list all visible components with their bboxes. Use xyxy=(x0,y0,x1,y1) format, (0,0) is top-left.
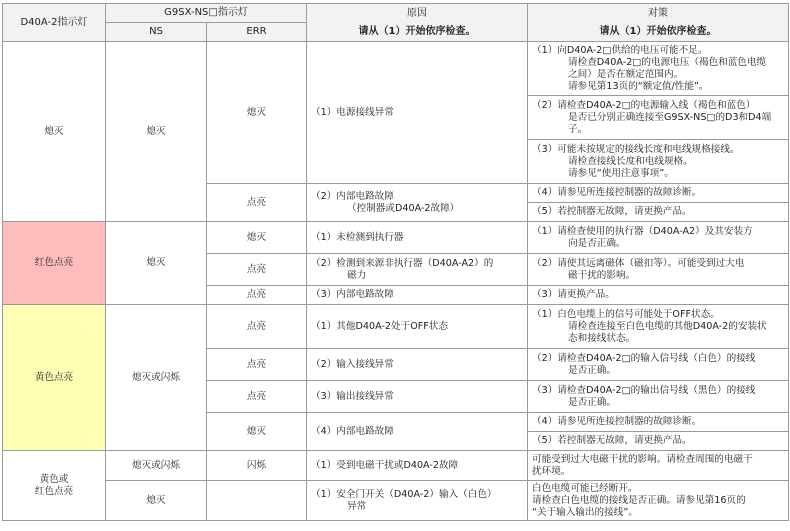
s1-d40a-state: 熄灭 xyxy=(3,42,106,222)
s3-r1-m-line-2: 请检查连接至白色电缆的其他D40A-2的安装状 xyxy=(568,320,767,332)
header-measure xyxy=(528,4,789,42)
s4-d40a-line-2: 红色点亮 xyxy=(34,485,74,497)
header-cause-hint: 请从（1）开始依序检查。 xyxy=(358,25,476,37)
s4-d40a-line-1: 黄色或 xyxy=(39,473,69,485)
s4-r2-m-line-2: 请检查白色电缆的接线是否正确。请参见第16页的 xyxy=(532,494,746,506)
header-measure-title: 对策 xyxy=(648,7,669,19)
header-cause xyxy=(307,4,528,42)
s2-r1-measure xyxy=(528,222,789,254)
s3-r3-m-line-1: （3）请检查D40A-2□的输出信号线（黑色）的接线 xyxy=(532,384,756,396)
s1-m1-line-2: 请检查D40A-2□的电源电压（褐色和蓝色电缆 xyxy=(568,56,767,68)
s3-r2-measure xyxy=(528,349,789,381)
s2-ns-state: 熄灭 xyxy=(106,222,207,305)
s1-cause-b xyxy=(307,184,528,222)
s1-measure-4: （4）请参见所连接控制器的故障诊断。 xyxy=(528,184,789,203)
s2-r1-err: 熄灭 xyxy=(207,222,307,254)
s3-r1-cause: （1）其他D40A-2处于OFF状态 xyxy=(307,305,528,349)
header-ns: NS xyxy=(106,23,207,42)
s1-measure-1 xyxy=(528,42,789,96)
s3-r2-m-line-2: 是否正确。 xyxy=(568,364,616,376)
header-cause-title: 原因 xyxy=(407,7,428,19)
s4-d40a-state xyxy=(3,451,106,521)
s1-m3-line-3: 请参见“使用注意事项”。 xyxy=(568,167,674,179)
s2-r2-m-line-1: （2）请使其远离磁体（磁扣等）。可能受到过大电 xyxy=(532,257,745,269)
s1-err-state-a: 熄灭 xyxy=(207,42,307,184)
header-measure-hint: 请从（1）开始依序检查。 xyxy=(599,25,717,37)
s1-measure-3 xyxy=(528,140,789,184)
troubleshooting-table xyxy=(2,3,789,521)
s4-r2-cause xyxy=(307,481,528,521)
s3-r4-cause: （4）内部电路故障 xyxy=(307,413,528,451)
s3-r3-measure xyxy=(528,381,789,413)
s4-r2-err xyxy=(207,481,307,521)
s2-r3-cause: （3）内部电路故障 xyxy=(307,286,528,305)
s4-r1-ns: 熄灭或闪烁 xyxy=(106,451,207,481)
s4-r1-cause: （1）受到电磁干扰或D40A-2故障 xyxy=(307,451,528,481)
s3-r1-m-line-3: 态和接线状态。 xyxy=(568,332,636,344)
s3-r1-measure xyxy=(528,305,789,349)
s1-measure-2 xyxy=(528,96,789,140)
s3-r4-err: 熄灭 xyxy=(207,413,307,451)
s4-r1-measure xyxy=(528,451,789,481)
s2-r2-m-line-2: 磁干扰的影响。 xyxy=(568,269,636,281)
s2-r1-cause: （1）未检测到执行器 xyxy=(307,222,528,254)
s4-r1-m-line-1: 可能受到过大电磁干扰的影响。请检查周围的电磁干 xyxy=(532,453,753,465)
s2-r2-cause xyxy=(307,254,528,286)
s3-r1-m-line-1: （1）白色电缆上的信号可能处于OFF状态。 xyxy=(532,308,720,320)
s1-m2-line-1: （2）请检查D40A-2□的电源输入线（褐色和蓝色） xyxy=(532,99,756,111)
s3-r4-measure-4: （4）请参见所连接控制器的故障诊断。 xyxy=(528,413,789,432)
s1-m1-line-3: 之间）是否在额定范围内。 xyxy=(568,68,684,80)
s4-r2-m-line-1: 白色电缆可能已经断开。 xyxy=(532,482,638,494)
s1-m3-line-1: （3）可能未按规定的接线长度和电线规格接线。 xyxy=(532,143,740,155)
s3-d40a-state: 黄色点亮 xyxy=(3,305,106,451)
s2-r1-m-line-2: 向是否正确。 xyxy=(568,237,626,249)
header-d40a: D40A-2指示灯 xyxy=(3,4,106,42)
s2-r2-err: 点亮 xyxy=(207,254,307,286)
s1-m2-line-3: 子。 xyxy=(568,123,588,135)
s2-r1-m-line-1: （1）请检查使用的执行器（D40A-A2）及其安装方 xyxy=(532,225,753,237)
s1-measure-5: （5）若控制器无故障，请更换产品。 xyxy=(528,203,789,222)
s2-d40a-state: 红色点亮 xyxy=(3,222,106,305)
s2-r2-cause-line-1: （2）检测到来源非执行器（D40A-A2）的 xyxy=(311,257,494,269)
s1-m1-line-4: 请参见第13页的“额定值/性能”。 xyxy=(568,80,709,92)
s4-r1-err: 闪烁 xyxy=(207,451,307,481)
s1-cause-b-line-1: （2）内部电路故障 xyxy=(311,190,394,202)
s3-r4-measure-5: （5）若控制器无故障，请更换产品。 xyxy=(528,432,789,451)
s2-r2-measure xyxy=(528,254,789,286)
s4-r2-ns: 熄灭 xyxy=(106,481,207,521)
s2-r3-err: 点亮 xyxy=(207,286,307,305)
s3-ns-state: 熄灭或闪烁 xyxy=(106,305,207,451)
s4-r2-cause-line-2: 异常 xyxy=(347,500,367,512)
s3-r2-cause: （2）输入接线异常 xyxy=(307,349,528,381)
s1-m1-line-1: （1）向D40A-2□供给的电压可能不足。 xyxy=(532,44,708,56)
s2-r2-cause-line-2: 磁力 xyxy=(347,269,367,281)
s1-ns-state: 熄灭 xyxy=(106,42,207,222)
s1-m3-line-2: 请检查接线长度和电线规格。 xyxy=(568,155,693,167)
s4-r2-cause-line-1: （1）安全门开关（D40A-2）输入（白色） xyxy=(311,488,497,500)
s1-cause-b-line-2: （控制器或D40A-2故障） xyxy=(347,202,460,214)
s1-m2-line-2: 是否已分别正确连接至G9SX-NS□的D3和D4端 xyxy=(568,111,772,123)
s4-r2-measure xyxy=(528,481,789,521)
s4-r2-m-line-3: “关于输入输出的接线”。 xyxy=(532,506,638,518)
s3-r1-err: 点亮 xyxy=(207,305,307,349)
s1-cause-a: （1）电源接线异常 xyxy=(307,42,528,184)
s1-err-state-b: 点亮 xyxy=(207,184,307,222)
header-g9sx: G9SX-NS□指示灯 xyxy=(106,4,307,23)
s3-r2-m-line-1: （2）请检查D40A-2□的输入信号线（白色）的接线 xyxy=(532,352,756,364)
s3-r3-err: 点亮 xyxy=(207,381,307,413)
header-err: ERR xyxy=(207,23,307,42)
s3-r2-err: 点亮 xyxy=(207,349,307,381)
s3-r3-cause: （3）输出接线异常 xyxy=(307,381,528,413)
s2-r3-measure: （3）请更换产品。 xyxy=(528,286,789,305)
s4-r1-m-line-2: 扰环境。 xyxy=(532,465,571,477)
s3-r3-m-line-2: 是否正确。 xyxy=(568,396,616,408)
